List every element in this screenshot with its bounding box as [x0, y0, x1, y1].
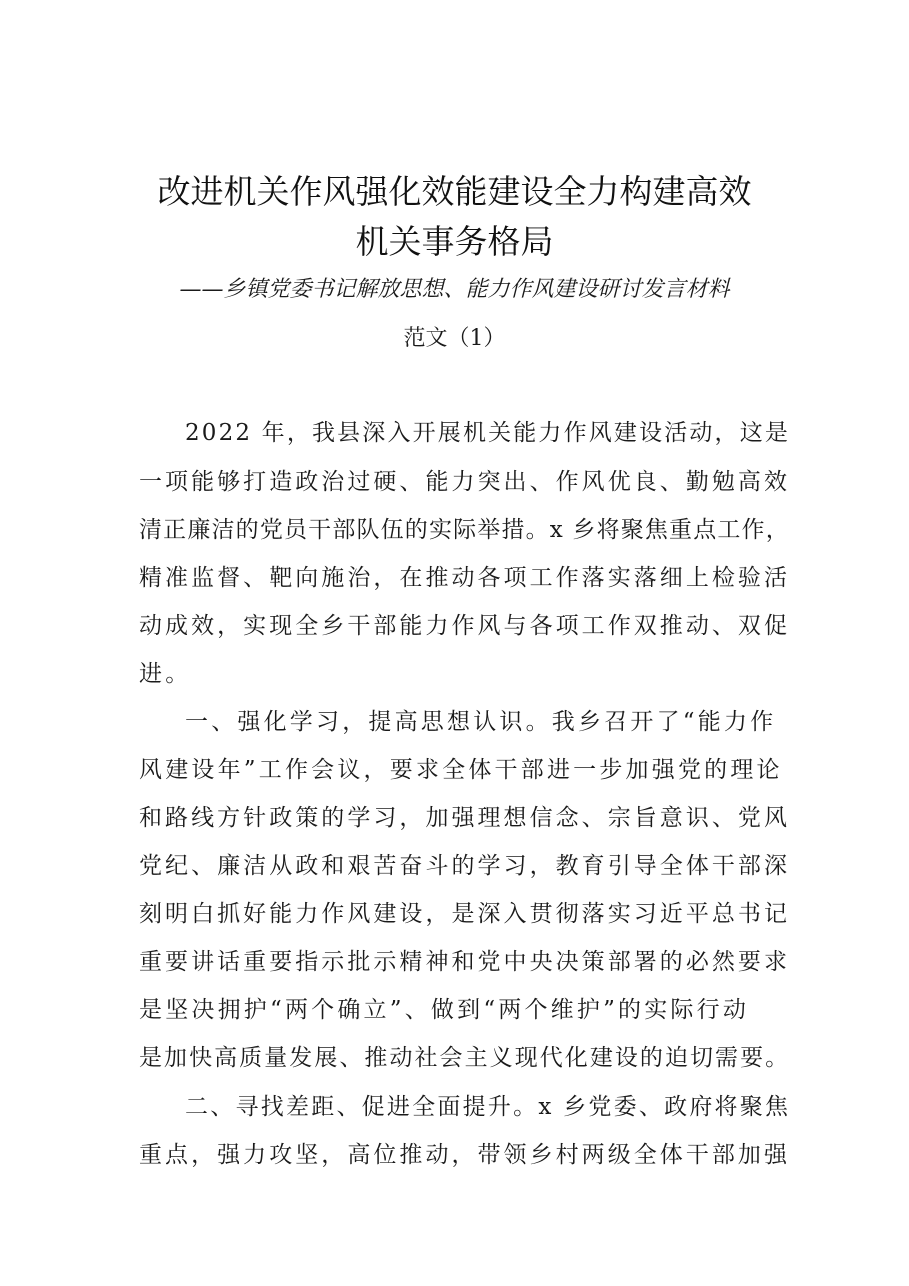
paragraph-line: 是坚决拥护“两个确立”、做到“两个维护”的实际行动	[139, 997, 750, 1023]
paragraph-line: 二、寻找差距、促进全面提升。x 乡党委、政府将聚焦	[185, 1094, 791, 1120]
paragraph-line: 风建设年”工作会议，要求全体干部进一步加强党的理论	[139, 757, 783, 783]
paragraph-line: 一项能够打造政治过硬、能力突出、作风优良、勤勉高效	[139, 469, 790, 495]
paragraph-line: 刻明白抓好能力作风建设，是深入贯彻落实习近平总书记	[139, 901, 790, 927]
paragraph-line: 是加快高质量发展、推动社会主义现代化建设的迫切需要。	[139, 1045, 791, 1071]
paragraph-line: 重要讲话重要指示批示精神和党中央决策部署的必然要求	[139, 949, 790, 975]
paragraph-line: 动成效，实现全乡干部能力作风与各项工作双推动、双促	[139, 613, 790, 639]
paragraph-line: 进。	[139, 661, 192, 687]
document-title-line-2: 机关事务格局	[355, 222, 554, 261]
paragraph-line: 2022 年，我县深入开展机关能力作风建设活动，这是	[185, 420, 791, 446]
paragraph-line: 和路线方针政策的学习，加强理想信念、宗旨意识、党风	[139, 805, 790, 831]
document-title-line-1: 改进机关作风强化效能建设全力构建高效	[157, 172, 752, 211]
paragraph-line: 党纪、廉洁从政和艰苦奋斗的学习，教育引导全体干部深	[139, 853, 790, 879]
paragraph-line: 一、强化学习，提高思想认识。我乡召开了“能力作	[185, 709, 777, 735]
paragraph-line: 清正廉洁的党员干部队伍的实际举措。x 乡将聚焦重点工作，	[139, 517, 790, 543]
document-label: 范文（1）	[403, 326, 506, 351]
paragraph-line: 重点，强力攻坚，高位推动，带领乡村两级全体干部加强	[139, 1142, 790, 1168]
paragraph-line: 精准监督、靶向施治，在推动各项工作落实落细上检验活	[139, 565, 790, 591]
document-subtitle: ——乡镇党委书记解放思想、能力作风建设研讨发言材料	[179, 277, 730, 302]
